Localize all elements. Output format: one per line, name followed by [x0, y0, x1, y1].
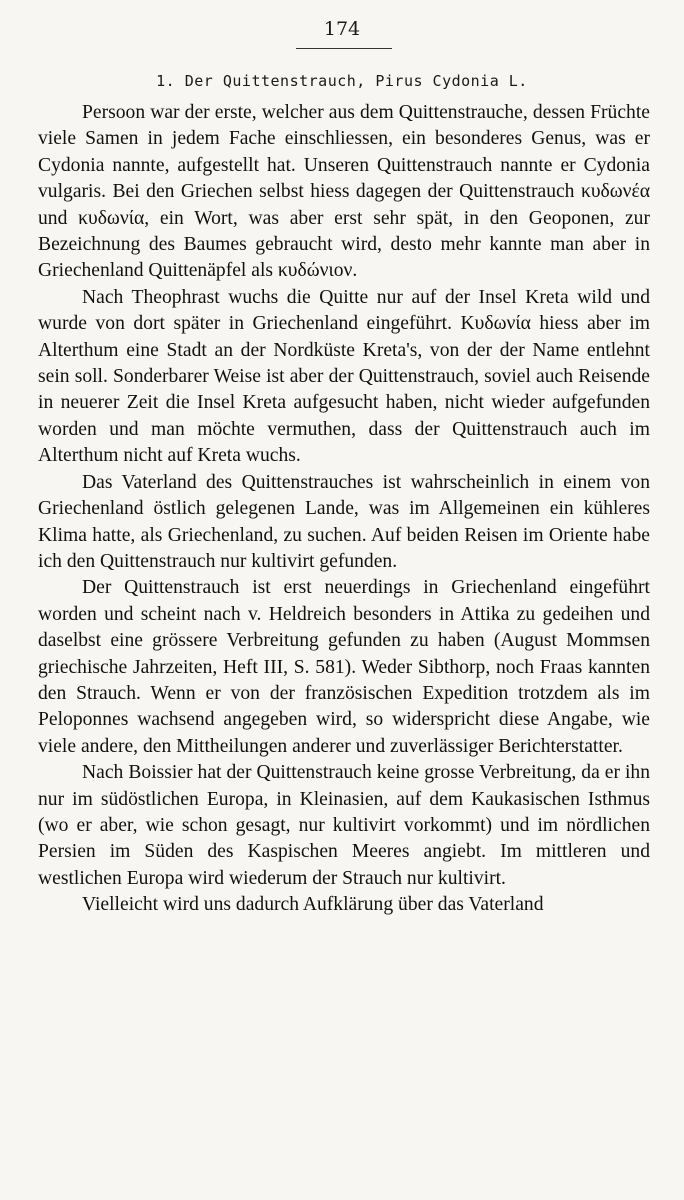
paragraph: Vielleicht wird uns dadurch Aufklärung über das Vaterland — [82, 894, 544, 916]
paragraph: Das Vaterland des Quittenstrauches ist wahrscheinlich in einem von Griechenland östlich gelegenen Lande, was im Allgemeinen ein kühleres Klima hatte, als Griechenland, zu suchen. Auf beiden Reisen im Oriente habe ich den Quittenstrauch nur kultivirt gefunden. — [38, 471, 650, 572]
paragraph: Nach Theophrast wuchs die Quitte nur auf der Insel Kreta wild und wurde von dort später in Griechenland eingeführt. Κυδωνία hiess aber im Alterthum eine Stadt an der Nordküste Kreta's, von der der Name entlehnt sein soll. Sonderbarer Weise ist aber der Quittenstrauch, soviel auch Reisende in neuerer Zeit die Insel Kreta aufgesucht haben, nicht wieder aufgefunden worden und man möchte vermuthen, dass der Quittenstrauch auch im Alterthum nicht auf Kreta wuchs. — [38, 286, 650, 467]
section-heading: 1. Der Quittenstrauch, Pirus Cydonia L. — [156, 72, 528, 90]
paragraph: Nach Boissier hat der Quittenstrauch keine grosse Verbreitung, da er ihn nur im südöstlichen Europa, in Kleinasien, auf dem Kaukasischen Isthmus (wo er aber, wie schon gesagt, nur kultivirt vorkommt) und im nördlichen Persien im Süden des Kaspischen Meeres angiebt. Im mittleren und westlichen Europa wird wiederum der Strauch nur kultivirt. — [38, 762, 650, 889]
paragraph: Persoon war der erste, welcher aus dem Quittenstrauche, dessen Früchte viele Samen in jedem Fache einschliessen, ein besonderes Genus, was er Cydonia nannte, aufgestellt hat. Unseren Quittenstrauch nannte er Cydonia vulgaris. Bei den Griechen selbst hiess dagegen der Quittenstrauch κυδωνέα und κυδωνία, ein Wort, was aber erst sehr spät, in den Geoponen, zur Bezeichnung des Baumes gebraucht wird, desto mehr kannte man aber in Griechenland Quittenäpfel als κυδώνιον. — [38, 102, 650, 282]
page-number-rule — [296, 48, 392, 49]
paragraph: Der Quittenstrauch ist erst neuerdings in Griechenland eingeführt worden und scheint nach v. Heldreich besonders in Attika zu gedeihen und daselbst eine grössere Verbreitung gefunden zu haben (August Mommsen griechische Jahrzeiten, Heft III, S. 581). Weder Sibthorp, noch Fraas kannten den Strauch. Wenn er von der französischen Expedition trotzdem als im Peloponnes wachsend angegeben wird, so widerspricht diese Angabe, wie viele andere, den Mittheilungen anderer und zuverlässiger Berichterstatter. — [38, 577, 650, 757]
page-number: 174 — [323, 18, 361, 40]
body-text — [38, 100, 650, 919]
